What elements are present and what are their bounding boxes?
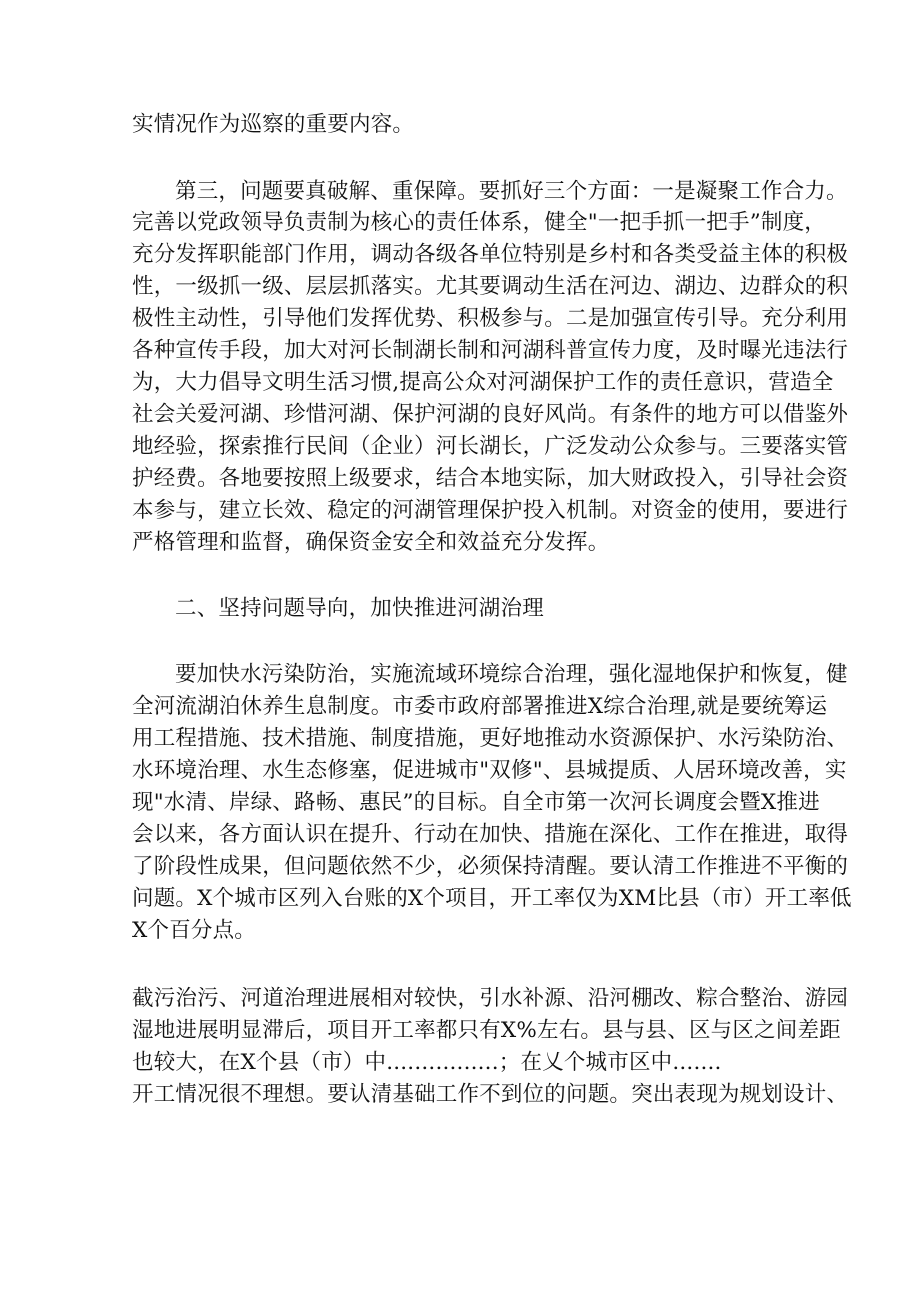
text-line: 了阶段性成果，但问题依然不少，必须保持清醒。要认清工作推进不平衡的 (132, 854, 849, 879)
text-line: 用工程措施、技术措施、制度措施，更好地推动水资源保护、水污染防治、 (132, 726, 849, 751)
text-line: 严格管理和监督，确保资金安全和效益充分发挥。 (132, 530, 610, 555)
text-line: 水环境治理、水生态修塞，促进城市"双修"、县城提质、人居环境改善，实 (132, 758, 847, 783)
text-line: 全河流湖泊休养生息制度。市委市政府部署推进X综合治理,就是要统筹运 (132, 694, 828, 719)
text-line: 社会关爱河湖、珍惜河湖、保护河湖的良好风尚。有条件的地方可以借鉴外 (132, 402, 849, 427)
text-line: 截污治污、河道治理进展相对较快，引水补源、沿河棚改、粽合整治、游园 (132, 986, 849, 1011)
text-line: 护经费。各地要按照上级要求，结合本地实际，加大财政投入，引导社会资 (132, 466, 849, 491)
text-line: 也较大，在X个县（市）中................；在乂个城市区中....... (132, 1050, 722, 1075)
paragraph-first-line: 要加快水污染防治，实施流域环境综合治理，强化湿地保护和恢复，健 (175, 662, 848, 687)
text-line: 现"水清、岸绿、路畅、惠民”的目标。自全市第一次河长调度会暨X推进 (132, 790, 820, 815)
text-line: 湿地进展明显滞后，项目开工率都只有X%左右。县与县、区与区之间差距 (132, 1018, 841, 1043)
text-line: 会以来，各方面认识在提升、行动在加快、措施在深化、工作在推进，取得 (132, 822, 849, 847)
text-line: 各种宣传手段，加大对河长制湖长制和河湖科普宣传力度，及时曝光违法行 (132, 338, 849, 363)
text-line: 为，大力倡导文明生活习惯,提高公众对河湖保护工作的责任意识，营造全 (132, 370, 834, 395)
paragraph-first-line: 第三，问题要真破解、重保障。要抓好三个方面：一是凝聚工作合力。 (175, 179, 848, 204)
text-line: 完善以党政领导负责制为核心的责任体系，健全"一把手抓一把手”制度， (132, 210, 826, 235)
section-heading: 二、坚持问题导向，加快推进河湖治理 (175, 596, 544, 621)
text-line: 地经验，探索推行民间（企业）河长湖长，广泛发动公众参与。三要落实管 (132, 434, 849, 459)
text-line: 开工情况很不理想。要认清基础工作不到位的问题。突出表现为规划设计、 (132, 1082, 849, 1107)
text-line: 性，一级抓一级、层层抓落实。尤其要调动生活在河边、湖边、边群众的积 (132, 274, 849, 299)
text-line: 本参与，建立长效、稳定的河湖管理保护投入机制。对资金的使用，要进行 (132, 498, 849, 523)
text-line: X个百分点。 (132, 918, 257, 943)
text-line: 问题。X个城市区列入台账的X个项目，开工率仅为XM比县（市）开工率低 (132, 886, 852, 911)
text-line: 充分发挥职能部门作用，调动各级各单位特别是乡村和各类受益主体的积极 (132, 242, 849, 267)
text-line: 极性主动性，引导他们发挥优势、积极参与。二是加强宣传引导。充分利用 (132, 306, 849, 331)
text-line: 实情况作为巡察的重要内容。 (132, 112, 415, 137)
